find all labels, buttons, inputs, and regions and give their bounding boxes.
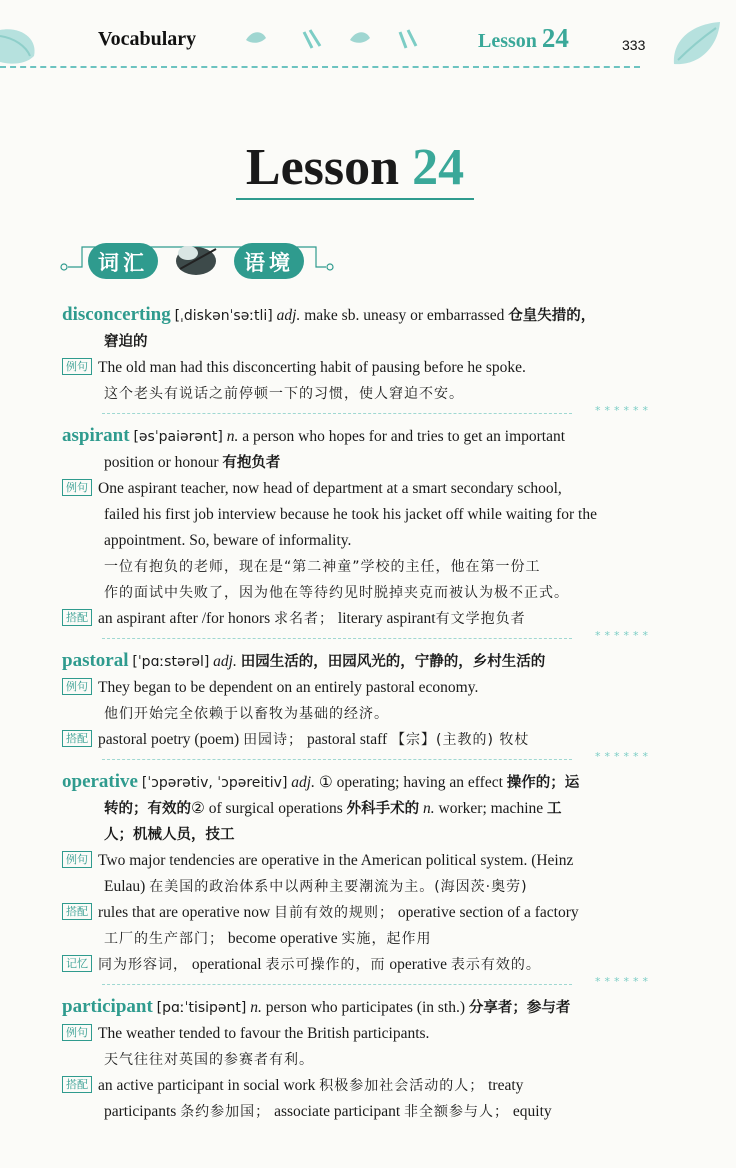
collocation-tag: 搭配 <box>62 609 92 626</box>
memory-cn: 同为形容词， <box>98 957 188 973</box>
example-tag: 例句 <box>62 479 92 496</box>
collocation-en: associate participant <box>274 1103 401 1120</box>
definition: ② of surgical operations <box>191 800 343 817</box>
definition-cn-cont: 人；机械人员，技工 <box>104 827 235 843</box>
collocation-en: pastoral staff <box>306 731 388 748</box>
memory-cn: 表示有效的。 <box>450 957 541 973</box>
example-cn: 在美国的政治体系中以两种主要潮流为主。(海因茨·奥劳) <box>149 879 528 895</box>
example-tag: 例句 <box>62 851 92 868</box>
example-cn: 一位有抱负的老师，现在是“第二神童”学校的主任，他在第一份工 <box>104 559 541 575</box>
example-en: Two major tendencies are operative in the American political system. (Heinz <box>98 852 574 869</box>
collocation-en: participants <box>104 1103 177 1120</box>
headword: aspirant <box>62 425 130 446</box>
example-en: One aspirant teacher, now head of department at a smart secondary school, <box>98 480 562 497</box>
example-en: The old man had this disconcerting habit of pausing before he spoke. <box>98 359 526 376</box>
banner-vocabulary-label: 词汇 <box>98 251 148 275</box>
headword: pastoral <box>62 650 129 671</box>
definition-cn: 操作的；运 <box>506 775 580 791</box>
header-leaf-ornament <box>240 22 440 57</box>
entry-separator <box>62 629 652 646</box>
collocation-cn: 工厂的生产部门； <box>104 931 224 947</box>
entry-separator <box>62 750 652 767</box>
definition-cont: position or honour <box>104 454 219 471</box>
example-en: They began to be dependent on an entirely pastoral economy. <box>98 679 479 696</box>
phonetic: [əsˈpaiərənt] <box>133 429 223 445</box>
definition-cn: 外科手术的 <box>346 801 420 817</box>
definition: make sb. uneasy or embarrassed <box>304 307 505 324</box>
headword: operative <box>62 771 138 792</box>
collocation-cn: 【宗】(主教的) 牧杖 <box>391 732 530 748</box>
memory-tag: 记忆 <box>62 955 92 972</box>
collocation-en: equity <box>512 1103 552 1120</box>
example-en-cont: failed his first job interview because he took his jacket off while waiting for the <box>104 506 597 523</box>
collocation-tag: 搭配 <box>62 1076 92 1093</box>
collocation-cn: 求名者； <box>274 611 335 627</box>
example-cn-cont: 作的面试中失败了，因为他在等待约见时脱掉夹克而被认为极不正式。 <box>104 585 569 601</box>
entry-aspirant <box>62 423 652 646</box>
collocation-en: operative section of a factory <box>397 904 579 921</box>
part-of-speech: adj. <box>291 774 315 791</box>
definition: a person who hopes for and tries to get an important <box>242 428 566 445</box>
header-lesson-label: Lesson <box>478 30 537 52</box>
collocation-cn: 条约参加国； <box>180 1104 271 1120</box>
definition: person who participates (in sth.) <box>265 999 466 1016</box>
phonetic: [ˈɔpərətiv, ˈɔpəreitiv] <box>141 775 288 791</box>
headword: participant <box>62 996 153 1017</box>
memory-cn: 表示可操作的，而 <box>265 957 386 973</box>
header-lesson <box>478 23 569 54</box>
entry-separator <box>62 975 652 992</box>
separator-stars: ****** <box>595 975 652 988</box>
memory-en: operative <box>389 956 448 973</box>
page-number: 333 <box>622 37 646 53</box>
definition-cn: 有抱负者 <box>222 455 281 471</box>
separator-stars: ****** <box>595 629 652 642</box>
collocation-en: an active participant in social work <box>98 1077 316 1094</box>
corner-leaf-decoration-right <box>664 18 724 79</box>
definition-cn: 工 <box>547 801 562 817</box>
example-tag: 例句 <box>62 358 92 375</box>
collocation-tag: 搭配 <box>62 730 92 747</box>
vocabulary-list <box>62 302 652 1125</box>
separator-stars: ****** <box>595 404 652 417</box>
entry-disconcerting <box>62 302 652 421</box>
header-lesson-number: 24 <box>541 23 569 53</box>
example-cn: 天气往往对英国的参赛者有利。 <box>104 1052 314 1068</box>
banner-context-label: 语境 <box>244 251 294 275</box>
part-of-speech: n. <box>423 800 435 817</box>
entry-participant <box>62 994 652 1125</box>
definition-cn: 分享者；参与者 <box>468 1000 571 1016</box>
example-tag: 例句 <box>62 678 92 695</box>
vocabulary-context-banner <box>58 233 338 285</box>
example-en: The weather tended to favour the British participants. <box>98 1025 430 1042</box>
header-section-title: Vocabulary <box>98 28 197 50</box>
phonetic: [pɑːˈtisipənt] <box>156 1000 247 1016</box>
collocation-cn: 非全额参与人； <box>404 1104 510 1120</box>
definition: ① operating; having an effect <box>318 774 503 791</box>
definition-cn: 转的；有效的 <box>104 801 191 817</box>
part-of-speech: adj. <box>276 307 301 324</box>
memory-en: operational <box>191 956 262 973</box>
collocation-en: an aspirant after /for honors <box>98 610 271 627</box>
definition-cn-cont: 窘迫的 <box>104 334 148 350</box>
collocation-cn: 田园诗； <box>243 732 304 748</box>
title-word: Lesson <box>245 139 400 196</box>
entry-pastoral <box>62 648 652 767</box>
collocation-en: become operative <box>227 930 338 947</box>
phonetic: [ˈpɑːstərəl] <box>132 654 210 670</box>
example-tag: 例句 <box>62 1024 92 1041</box>
collocation-en: rules that are operative now <box>98 904 271 921</box>
example-en-cont: appointment. So, beware of informality. <box>104 532 352 549</box>
collocation-cn: 实施，起作用 <box>341 931 432 947</box>
collocation-en: literary aspirant <box>337 610 436 627</box>
entry-operative <box>62 769 652 992</box>
definition-cn: 田园生活的，田园风光的，宁静的，乡村生活的 <box>240 654 546 670</box>
title-number: 24 <box>412 139 465 196</box>
collocation-en: treaty <box>488 1077 524 1094</box>
phonetic: [ˌdiskənˈsəːtli] <box>174 308 273 324</box>
collocation-tag: 搭配 <box>62 903 92 920</box>
definition-cn: 仓皇失措的， <box>508 308 596 324</box>
header-divider <box>0 66 640 68</box>
separator-stars: ****** <box>595 750 652 763</box>
part-of-speech: n. <box>226 428 239 445</box>
part-of-speech: adj. <box>213 653 237 670</box>
entry-separator <box>62 404 652 421</box>
definition: worker; machine <box>438 800 544 817</box>
headword: disconcerting <box>62 304 171 325</box>
collocation-en: pastoral poetry (poem) <box>98 731 240 748</box>
page-title <box>236 140 474 200</box>
collocation-cn: 积极参加社会活动的人； <box>319 1078 485 1094</box>
example-cn: 这个老头有说话之前停顿一下的习惯，使人窘迫不安。 <box>104 386 464 402</box>
part-of-speech: n. <box>250 999 262 1016</box>
collocation-cn: 有文学抱负者 <box>435 611 526 627</box>
example-en-cont: Eulau) <box>104 878 146 895</box>
example-cn: 他们开始完全依赖于以畜牧为基础的经济。 <box>104 706 389 722</box>
collocation-cn: 目前有效的规则； <box>274 905 395 921</box>
